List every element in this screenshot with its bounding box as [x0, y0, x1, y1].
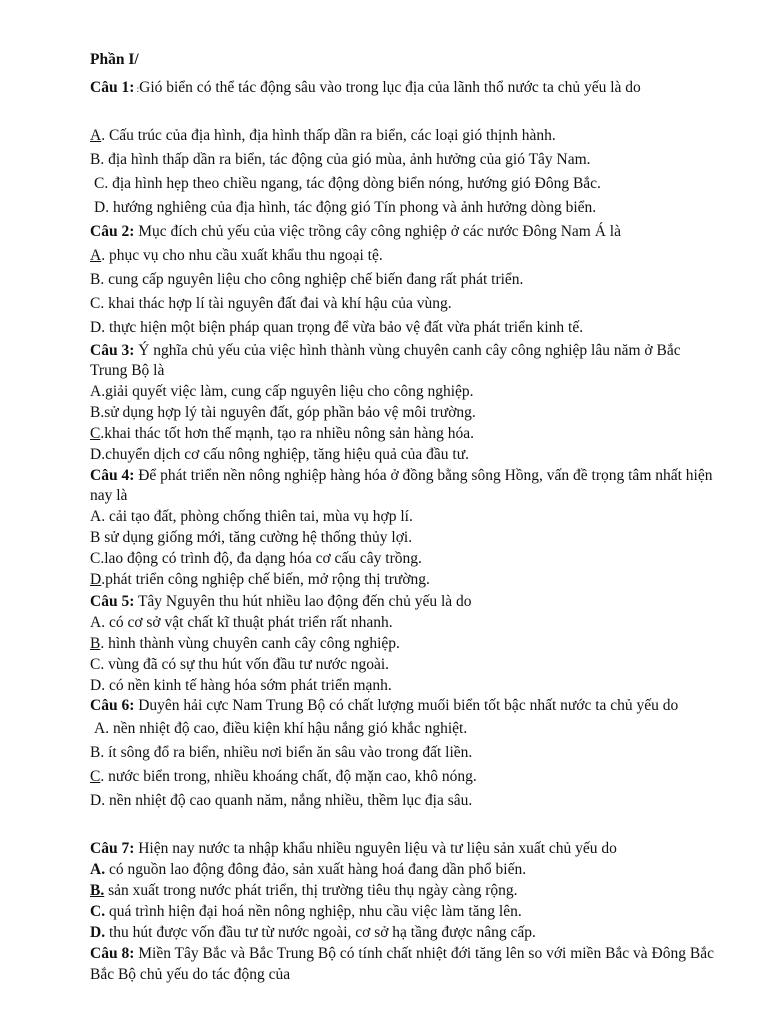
option-6a: A. nền nhiệt độ cao, điều kiện khí hậu nắng gió khắc nghiệt. — [94, 720, 468, 737]
option-6c-letter: C — [90, 768, 101, 785]
option-7c — [90, 901, 715, 922]
option-6c — [90, 765, 715, 789]
question-1-label: Câu 1: — [90, 79, 135, 96]
question-3 — [90, 341, 715, 465]
option-7b — [90, 880, 715, 901]
option-1b: B. địa hình thấp dần ra biển, tác động của gió mùa, ảnh hưởng của gió Tây Nam. — [90, 151, 591, 168]
question-1-options — [90, 124, 715, 220]
option-6b: B. ít sông đổ ra biển, nhiều nơi biển ăn sâu vào trong đất liền. — [90, 744, 473, 761]
option-5d: D. có nền kinh tế hàng hóa sớm phát triển mạnh. — [90, 677, 392, 694]
option-7a-letter: A. — [90, 861, 106, 878]
question-2-stem — [90, 220, 715, 244]
option-3d: D.chuyển dịch cơ cấu nông nghiệp, tăng hiệu quả của đầu tư. — [90, 446, 470, 463]
option-3c — [90, 423, 715, 444]
option-1a-text: . Cấu trúc của địa hình, địa hình thấp dần ra biển, các loại gió thịnh hành. — [101, 127, 556, 144]
question-6-text: Duyên hải cực Nam Trung Bộ có chất lượng muối biển tốt bậc nhất nước ta chủ yếu do — [134, 697, 679, 714]
question-5-text: Tây Nguyên thu hút nhiều lao động đến chủ yếu là do — [134, 593, 472, 610]
option-4c: C.lao động có trình độ, đa dạng hóa cơ cấu cây trồng. — [90, 550, 422, 567]
option-7c-letter: C. — [90, 903, 106, 920]
question-6-label: Câu 6: — [90, 697, 135, 714]
section-heading — [90, 50, 715, 70]
question-4-stem — [90, 466, 715, 506]
option-7b-letter: B. — [90, 882, 105, 899]
question-4 — [90, 466, 715, 590]
option-5b — [90, 633, 715, 654]
option-6c-text: . nước biển trong, nhiều khoáng chất, độ mặn cao, khô nóng. — [100, 768, 477, 785]
question-8-stem — [90, 943, 715, 985]
question-3-label: Câu 3: — [90, 342, 135, 359]
option-2b: B. cung cấp nguyên liệu cho công nghiệp chế biến đang rất phát triển. — [90, 271, 524, 288]
option-7d-letter: D. — [90, 924, 106, 941]
question-2-text: Mục đích chủ yếu của việc trồng cây công nghiệp ở các nước Đông Nam Á là — [134, 223, 621, 240]
question-3-text: Ý nghĩa chủ yếu của việc hình thành vùng chuyên canh cây công nghiệp lâu năm ở Bắc Trung Bộ là — [90, 342, 681, 379]
question-4-text: Để phát triển nền nông nghiệp hàng hóa ở đồng bằng sông Hồng, vấn đề trọng tâm nhất hiện nay là — [90, 467, 713, 504]
question-1-text: Gió biển có thể tác động sâu vào trong lục địa của lãnh thổ nước ta chủ yếu là do — [139, 79, 641, 96]
option-4a: A. cải tạo đất, phòng chống thiên tai, mùa vụ hợp lí. — [90, 508, 413, 525]
option-5b-text: . hình thành vùng chuyên canh cây công nghiệp. — [100, 635, 400, 652]
question-8 — [90, 943, 715, 985]
option-7c-text: quá trình hiện đại hoá nền nông nghiệp, nhu cầu việc làm tăng lên. — [105, 903, 522, 920]
option-5a: A. có cơ sở vật chất kĩ thuật phát triển rất nhanh. — [90, 614, 393, 631]
question-6-stem — [90, 694, 715, 717]
option-1a-letter: A — [90, 127, 102, 144]
option-4b: B sử dụng giống mới, tăng cường hệ thống thủy lợi. — [90, 529, 413, 546]
question-1-mark: : — [134, 84, 140, 94]
question-2-label: Câu 2: — [90, 223, 135, 240]
option-4d-letter: D — [90, 571, 102, 588]
option-7b-text: sản xuất trong nước phát triển, thị trường tiêu thụ ngày càng rộng. — [104, 882, 518, 899]
option-6d: D. nền nhiệt độ cao quanh năm, nắng nhiều, thềm lục địa sâu. — [90, 792, 473, 809]
question-3-stem — [90, 341, 715, 381]
option-2d: D. thực hiện một biện pháp quan trọng để vừa bảo vệ đất vừa phát triển kinh tế. — [90, 319, 584, 336]
option-4d-text: .phát triển công nghiệp chế biến, mở rộng thị trường. — [101, 571, 430, 588]
question-5 — [90, 591, 715, 696]
option-4d — [90, 569, 715, 590]
option-1a — [90, 124, 715, 148]
option-1d: D. hướng nghiêng của địa hình, tác động gió Tín phong và ảnh hưởng dòng biển. — [94, 199, 597, 216]
option-2c: C. khai thác hợp lí tài nguyên đất đai và khí hậu của vùng. — [90, 295, 452, 312]
question-4-label: Câu 4: — [90, 467, 135, 484]
option-7d — [90, 922, 715, 943]
question-5-stem — [90, 591, 715, 612]
question-7 — [90, 838, 715, 943]
option-5b-letter: B — [90, 635, 101, 652]
question-7-stem — [90, 838, 715, 859]
option-3c-text: .khai thác tốt hơn thế mạnh, tạo ra nhiều nông sản hàng hóa. — [100, 425, 474, 442]
option-3b: B.sử dụng hợp lý tài nguyên đất, góp phần bảo vệ môi trường. — [90, 404, 476, 421]
option-2a-letter: A — [90, 247, 102, 264]
question-1-stem — [90, 76, 715, 101]
question-2 — [90, 220, 715, 340]
option-2a-text: . phục vụ cho nhu cầu xuất khẩu thu ngoại tệ. — [101, 247, 383, 264]
option-2a — [90, 244, 715, 268]
question-1 — [90, 76, 715, 101]
option-5c: C. vùng đã có sự thu hút vốn đầu tư nước ngoài. — [90, 656, 390, 673]
question-8-label: Câu 8: — [90, 945, 135, 962]
question-6 — [90, 694, 715, 813]
option-7a-text: có nguồn lao động đông đảo, sản xuất hàng hoá đang dần phổ biến. — [105, 861, 527, 878]
question-7-label: Câu 7: — [90, 840, 135, 857]
option-7a — [90, 859, 715, 880]
option-3c-letter: C — [90, 425, 101, 442]
question-5-label: Câu 5: — [90, 593, 135, 610]
question-8-text: Miền Tây Bắc và Bắc Trung Bộ có tính chất nhiệt đới tăng lên so với miền Bắc và Đông Bắc Bắc Bộ chủ yếu do tác động của — [90, 945, 714, 983]
option-7d-text: thu hút được vốn đầu tư từ nước ngoài, cơ sở hạ tầng được nâng cấp. — [105, 924, 536, 941]
question-7-text: Hiện nay nước ta nhập khẩu nhiều nguyên liệu và tư liệu sản xuất chủ yếu do — [134, 840, 617, 857]
option-3a: A.giải quyết việc làm, cung cấp nguyên liệu cho công nghiệp. — [90, 383, 474, 400]
option-1c: C. địa hình hẹp theo chiều ngang, tác động dòng biển nóng, hướng gió Đông Bắc. — [94, 175, 601, 192]
section-title: Phần I/ — [90, 51, 139, 68]
